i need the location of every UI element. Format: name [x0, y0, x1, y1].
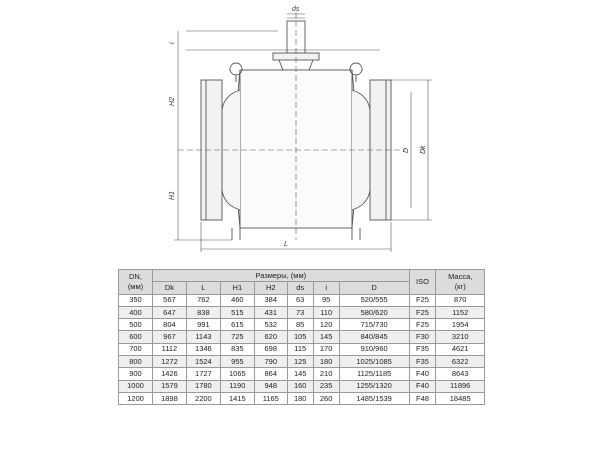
- table-cell: 110: [313, 306, 339, 318]
- label-ds: ds: [292, 6, 300, 13]
- table-row: [119, 331, 485, 343]
- table-cell: 160: [287, 380, 313, 392]
- header-mass-label: Масса,: [448, 271, 473, 281]
- table-cell: F48: [409, 392, 436, 404]
- table-cell: 105: [287, 331, 313, 343]
- table-row: [119, 343, 485, 355]
- table-cell: 1579: [152, 380, 186, 392]
- table-cell: 600: [119, 331, 153, 343]
- table-cell: 948: [254, 380, 287, 392]
- table-cell: 700: [119, 343, 153, 355]
- header-dn-unit: (мм): [127, 281, 144, 291]
- table-cell: 620: [254, 331, 287, 343]
- table-cell: 698: [254, 343, 287, 355]
- table-cell: 384: [254, 294, 287, 306]
- table-cell: 4621: [436, 343, 485, 355]
- table-cell: 1165: [254, 392, 287, 404]
- table-cell: 1112: [152, 343, 186, 355]
- table-cell: 73: [287, 306, 313, 318]
- table-cell: 1780: [186, 380, 220, 392]
- dimensions-table: [118, 269, 485, 405]
- table-row: [119, 319, 485, 331]
- header-sizes: Размеры, (мм): [152, 270, 409, 282]
- table-cell: 804: [152, 319, 186, 331]
- subheader-d: D: [339, 282, 409, 294]
- table-cell: 840/845: [339, 331, 409, 343]
- header-dn: [119, 270, 153, 295]
- table-cell: F35: [409, 356, 436, 368]
- table-cell: 835: [220, 343, 254, 355]
- table-cell: 3210: [436, 331, 485, 343]
- label-i: i: [169, 42, 176, 44]
- header-dn-label: DN,: [129, 271, 142, 281]
- table-row: [119, 294, 485, 306]
- table-cell: 647: [152, 306, 186, 318]
- table-cell: 515: [220, 306, 254, 318]
- table-cell: 967: [152, 331, 186, 343]
- table-cell: 400: [119, 306, 153, 318]
- table-cell: 125: [287, 356, 313, 368]
- label-H2: H2: [169, 97, 176, 106]
- table-cell: 1000: [119, 380, 153, 392]
- table-cell: 1346: [186, 343, 220, 355]
- table-cell: 790: [254, 356, 287, 368]
- table-cell: 715/730: [339, 319, 409, 331]
- table-cell: F30: [409, 331, 436, 343]
- table-cell: 235: [313, 380, 339, 392]
- table-cell: 500: [119, 319, 153, 331]
- table-cell: 762: [186, 294, 220, 306]
- table-row: [119, 368, 485, 380]
- table-cell: 210: [313, 368, 339, 380]
- subheader-i: i: [313, 282, 339, 294]
- table-cell: 1485/1539: [339, 392, 409, 404]
- subheader-ds: ds: [287, 282, 313, 294]
- table-cell: 725: [220, 331, 254, 343]
- table-cell: 1426: [152, 368, 186, 380]
- label-D: D: [403, 147, 410, 153]
- header-mass-unit: (кг): [454, 281, 466, 291]
- table-cell: F25: [409, 294, 436, 306]
- table-cell: 180: [313, 356, 339, 368]
- subheader-dk: Dk: [152, 282, 186, 294]
- table-cell: 1065: [220, 368, 254, 380]
- table-cell: 8643: [436, 368, 485, 380]
- table-cell: 615: [220, 319, 254, 331]
- table-cell: 1898: [152, 392, 186, 404]
- table-cell: 1143: [186, 331, 220, 343]
- table-cell: 1190: [220, 380, 254, 392]
- label-L: L: [284, 241, 288, 248]
- table-cell: 870: [436, 294, 485, 306]
- table-cell: 170: [313, 343, 339, 355]
- table-cell: 864: [254, 368, 287, 380]
- table-cell: 180: [287, 392, 313, 404]
- table-cell: 800: [119, 356, 153, 368]
- subheader-h1: H1: [220, 282, 254, 294]
- table-row: [119, 356, 485, 368]
- table-cell: 115: [287, 343, 313, 355]
- table-cell: 1200: [119, 392, 153, 404]
- table-cell: 11896: [436, 380, 485, 392]
- table-cell: 145: [313, 331, 339, 343]
- table-cell: 460: [220, 294, 254, 306]
- table-cell: 955: [220, 356, 254, 368]
- table-cell: 1415: [220, 392, 254, 404]
- table-cell: 431: [254, 306, 287, 318]
- table-cell: F35: [409, 343, 436, 355]
- label-H1: H1: [169, 191, 176, 200]
- table-cell: 1025/1085: [339, 356, 409, 368]
- table-cell: 991: [186, 319, 220, 331]
- table-cell: 900: [119, 368, 153, 380]
- table-cell: 85: [287, 319, 313, 331]
- table-cell: F40: [409, 368, 436, 380]
- table-cell: 95: [313, 294, 339, 306]
- table-cell: 1727: [186, 368, 220, 380]
- table-cell: 520/555: [339, 294, 409, 306]
- table-cell: 145: [287, 368, 313, 380]
- subheader-l: L: [186, 282, 220, 294]
- table-cell: 1152: [436, 306, 485, 318]
- table-cell: F40: [409, 380, 436, 392]
- header-mass: [436, 270, 485, 295]
- table-cell: 260: [313, 392, 339, 404]
- table-cell: 532: [254, 319, 287, 331]
- label-Dk: Dk: [420, 145, 427, 154]
- table-cell: 1125/1185: [339, 368, 409, 380]
- table-cell: F25: [409, 319, 436, 331]
- table-cell: 838: [186, 306, 220, 318]
- table-cell: 910/960: [339, 343, 409, 355]
- table-cell: 2200: [186, 392, 220, 404]
- table-cell: 1272: [152, 356, 186, 368]
- table-row: [119, 306, 485, 318]
- table-cell: 63: [287, 294, 313, 306]
- table-cell: 1255/1320: [339, 380, 409, 392]
- subheader-h2: H2: [254, 282, 287, 294]
- table-row: [119, 392, 485, 404]
- table-cell: 567: [152, 294, 186, 306]
- table-cell: 1954: [436, 319, 485, 331]
- table-cell: 580/620: [339, 306, 409, 318]
- table-cell: 18485: [436, 392, 485, 404]
- table-cell: 350: [119, 294, 153, 306]
- table-cell: 1524: [186, 356, 220, 368]
- table-cell: F25: [409, 306, 436, 318]
- table-cell: 120: [313, 319, 339, 331]
- table-row: [119, 380, 485, 392]
- table-cell: 6322: [436, 356, 485, 368]
- header-iso: ISO: [409, 270, 436, 295]
